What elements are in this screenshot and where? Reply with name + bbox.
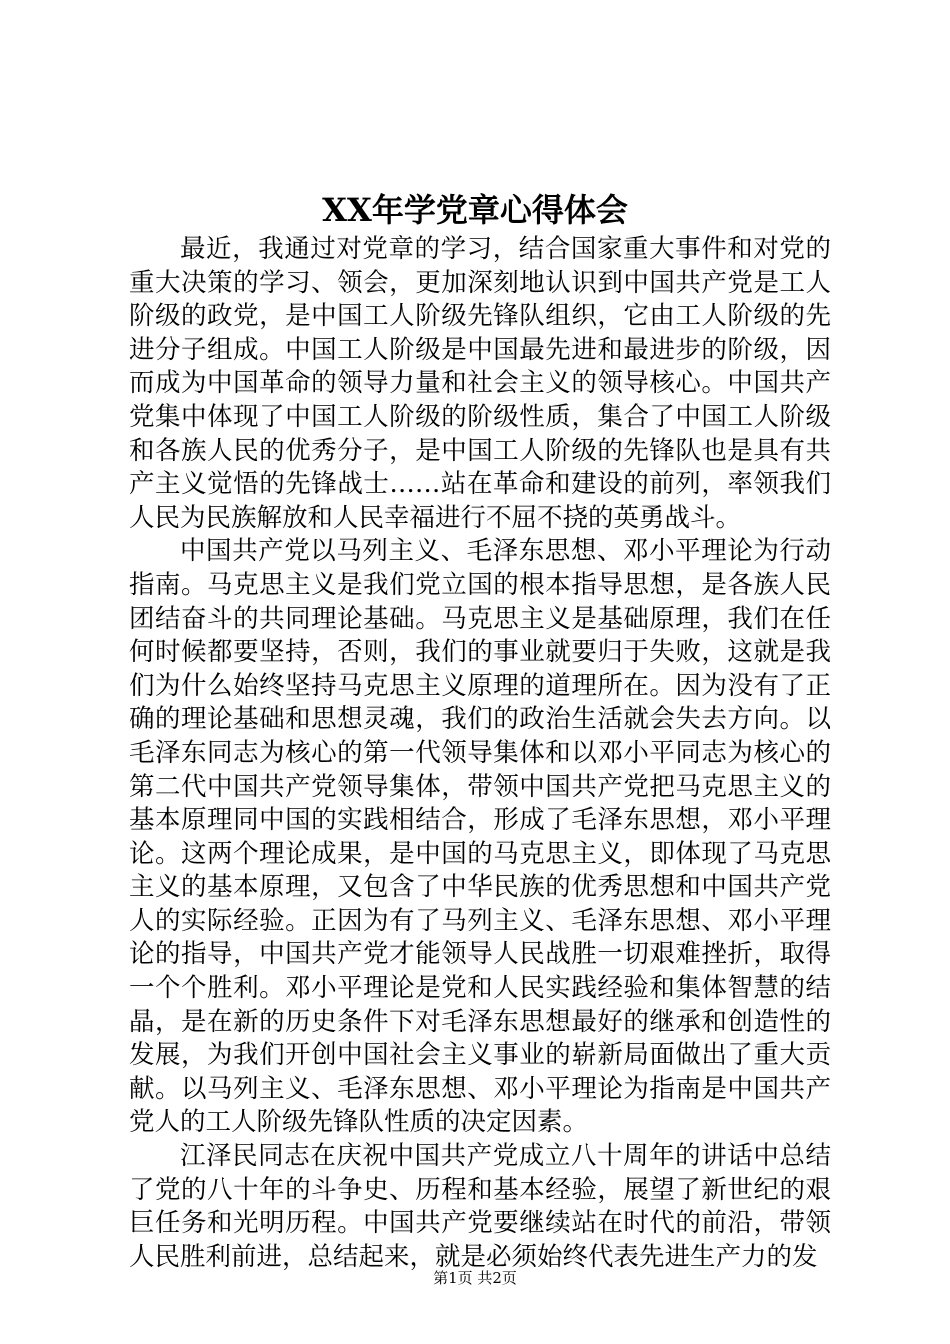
document-body [129, 233, 831, 1274]
paragraph-1: 最近，我通过对党章的学习，结合国家重大事件和对党的重大决策的学习、领会，更加深刻地认识到中国共产党是工人阶级的政党，是中国工人阶级先锋队组织，它由工人阶级的先进分子组成。中国工人阶级是中国最先进和最进步的阶级，因而成为中国革命的领导力量和社会主义的领导核心。中国共产党集中体现了中国工人阶级的阶级性质，集合了中国工人阶级和各族人民的优秀分子，是中国工人阶级的先锋队也是具有共产主义觉悟的先锋战士……站在革命和建设的前列，率领我们人民为民族解放和人民幸福进行不屈不挠的英勇战斗。 [129, 234, 831, 533]
paragraph-2: 中国共产党以马列主义、毛泽东思想、邓小平理论为行动指南。马克思主义是我们党立国的根本指导思想，是各族人民团结奋斗的共同理论基础。马克思主义是基础原理，我们在任何时候都要坚持，否则，我们的事业就要归于失败，这就是我们为什么始终坚持马克思主义原理的道理所在。因为没有了正确的理论基础和思想灵魂，我们的政治生活就会失去方向。以毛泽东同志为核心的第一代领导集体和以邓小平同志为核心的第二代中国共产党领导集体，带领中国共产党把马克思主义的基本原理同中国的实践相结合，形成了毛泽东思想，邓小平理论。这两个理论成果，是中国的马克思主义，即体现了马克思主义的基本原理，又包含了中华民族的优秀思想和中国共产党人的实际经验。正因为有了马列主义、毛泽东思想、邓小平理论的指导，中国共产党才能领导人民战胜一切艰难挫折，取得一个个胜利。邓小平理论是党和人民实践经验和集体智慧的结晶，是在新的历史条件下对毛泽东思想最好的继承和创造性的发展，为我们开创中国社会主义事业的崭新局面做出了重大贡献。以马列主义、毛泽东思想、邓小平理论为指南是中国共产党人的工人阶级先锋队性质的决定因素。 [129, 536, 831, 1138]
paragraph-3: 江泽民同志在庆祝中国共产党成立八十周年的讲话中总结了党的八十年的斗争史、历程和基本经验，展望了新世纪的艰巨任务和光明历程。中国共产党要继续站在时代的前沿，带领人民胜利前进，总结起来，就是必须始终代表先进生产力的发 [129, 1141, 831, 1272]
page-title: XX年学党章心得体会 [322, 191, 628, 229]
page-footer: 第1页 共2页 [433, 1269, 517, 1287]
